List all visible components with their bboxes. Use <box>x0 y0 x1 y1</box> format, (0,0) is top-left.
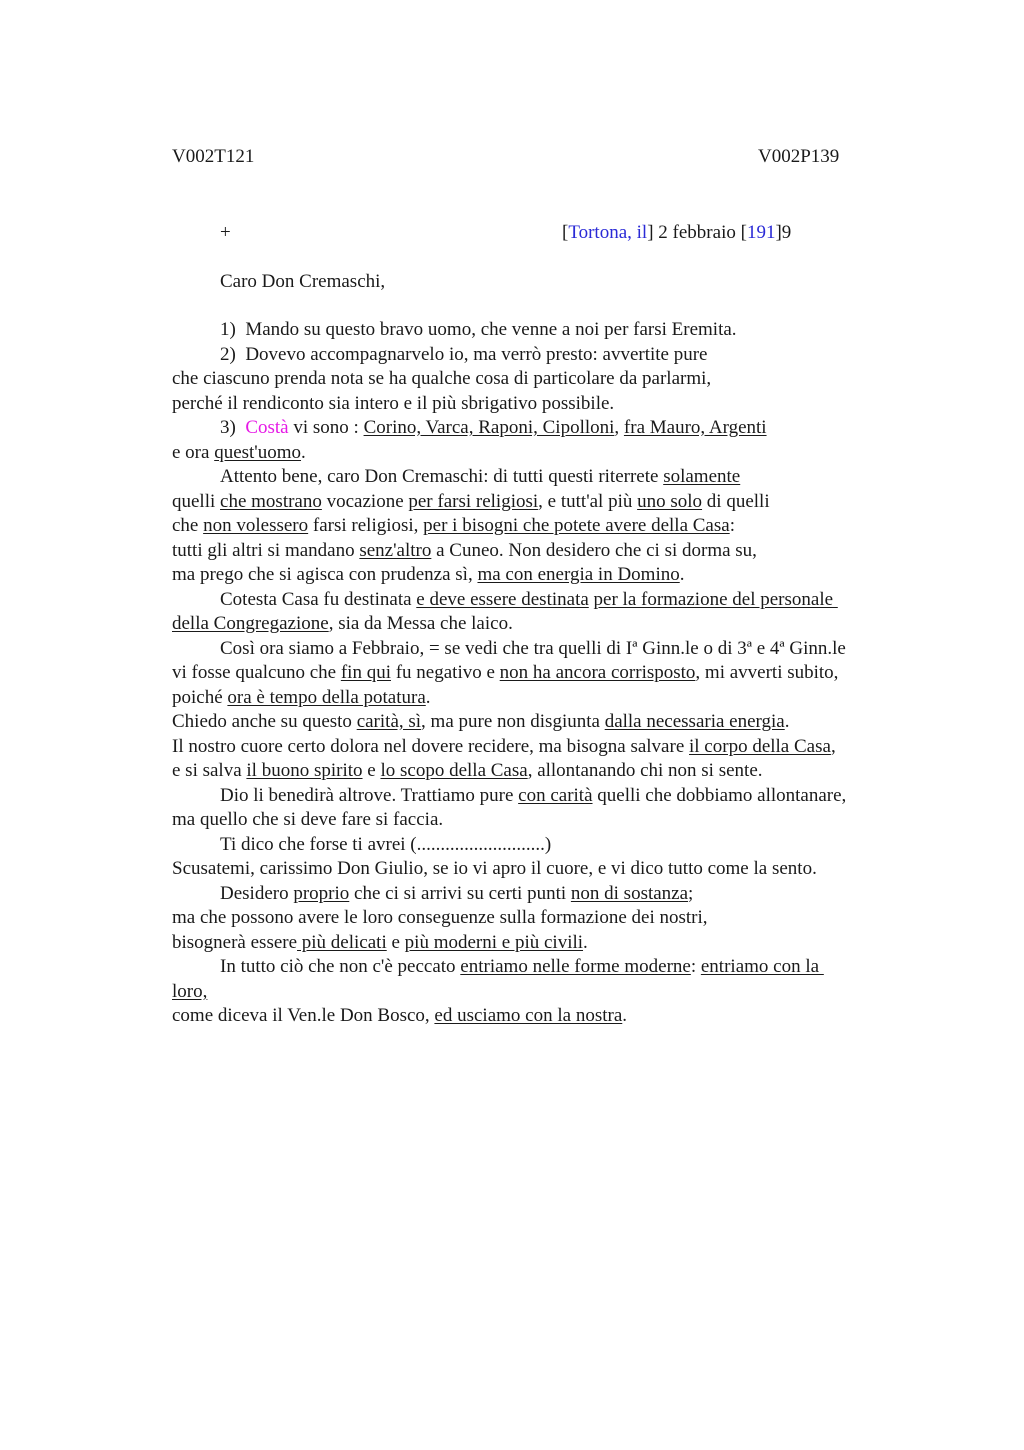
text-line: della Congregazione, sia da Messa che laico. <box>172 613 513 634</box>
text-line: Scusatemi, carissimo Don Giulio, se io vi apro il cuore, e vi dico tutto come la sento. <box>172 858 817 879</box>
underlined-text: ora è tempo della potatura <box>227 687 426 708</box>
underlined-text: fra Mauro, Argenti <box>623 417 767 438</box>
text-line <box>172 980 207 1004</box>
text-line: Attento bene, caro Don Cremaschi: di tutti questi riterrete solamente <box>220 466 741 487</box>
underlined-text: loro, <box>172 981 208 1002</box>
dateline-place: Tortona, il <box>568 222 648 243</box>
highlighted-word: Costà <box>245 417 289 438</box>
text-line: 1) Mando su questo bravo uomo, che venne a noi per farsi Eremita. <box>220 319 737 340</box>
text-line: come diceva il Ven.le Don Bosco, ed usciamo con la nostra. <box>172 1005 628 1026</box>
text-line: Desidero proprio che ci si arrivi su certi punti non di sostanza; <box>220 883 694 904</box>
text-line: perché il rendiconto sia intero e il più sbrigativo possibile. <box>172 393 615 414</box>
text-line: 2) Dovevo accompagnarvelo io, ma verrò presto: avvertite pure <box>220 344 708 365</box>
dateline-year: 191 <box>746 222 776 243</box>
underlined-text: ed usciamo con la nostra <box>434 1005 623 1026</box>
text-line: 3) Costà vi sono : Corino, Varca, Raponi, Cipolloni, fra Mauro, Argenti <box>220 417 767 438</box>
underlined-text: della Congregazione <box>172 613 329 634</box>
underlined-text: e deve essere destinata <box>416 589 589 610</box>
text-line: Il nostro cuore certo dolora nel dovere recidere, ma bisogna salvare il corpo della Casa, <box>172 736 836 757</box>
underlined-text: quest'uomo <box>214 442 302 463</box>
text-line: vi fosse qualcuno che fin qui fu negativo e non ha ancora corrisposto, mi avverti subito, <box>172 662 839 683</box>
text-line: e si salva il buono spirito e lo scopo della Casa, allontanando chi non si sente. <box>172 760 763 781</box>
underlined-text: Corino, Varca, Raponi, Cipolloni <box>363 417 615 438</box>
underlined-text: il corpo della Casa <box>689 736 831 757</box>
cross-mark: + <box>220 222 231 243</box>
text-line: che ciascuno prenda nota se ha qualche cosa di particolare da parlarmi, <box>172 368 712 389</box>
underlined-text: lo scopo della Casa <box>380 760 528 781</box>
text-line: In tutto ciò che non c'è peccato entriamo nelle forme moderne: entriamo con la <box>220 956 824 977</box>
text-line: ma quello che si deve fare si faccia. <box>172 809 444 830</box>
underlined-text: proprio <box>293 883 350 904</box>
underlined-text: non di sostanza <box>570 883 689 904</box>
text-line: tutti gli altri si mandano senz'altro a Cuneo. Non desidero che ci si dorma su, <box>172 540 757 561</box>
text-line: e ora quest'uomo. <box>172 442 306 463</box>
underlined-text: fin qui <box>340 662 391 683</box>
text-line: bisognerà essere più delicati e più moderni e più civili. <box>172 932 588 953</box>
document-code-right: V002P139 <box>758 146 840 167</box>
underlined-text: per i bisogni che potete avere della Casa <box>423 515 730 536</box>
underlined-text: uno solo <box>637 491 703 512</box>
underlined-text: per la formazione del personale <box>593 589 838 610</box>
salutation: Caro Don Cremaschi, <box>220 271 386 292</box>
text-line: poiché ora è tempo della potatura. <box>172 687 431 708</box>
text-line: che non volessero farsi religiosi, per i bisogni che potete avere della Casa: <box>172 515 735 536</box>
underlined-text: con carità <box>518 785 593 806</box>
underlined-text: entriamo con la <box>700 956 824 977</box>
underlined-text: che mostrano <box>220 491 322 512</box>
underlined-text: entriamo nelle forme moderne <box>460 956 691 977</box>
underlined-text: il buono spirito <box>246 760 363 781</box>
text-line: Così ora siamo a Febbraio, = se vedi che tra quelli di Iª Ginn.le o di 3ª e 4ª Ginn.le <box>220 638 846 659</box>
underlined-text: non volessero <box>203 515 309 536</box>
text-line: ma prego che si agisca con prudenza sì, ma con energia in Domino. <box>172 564 685 585</box>
text-line: Dio li benedirà altrove. Trattiamo pure con carità quelli che dobbiamo allontanare, <box>220 785 847 806</box>
text-line: Ti dico che forse ti avrei (...........................) <box>220 834 552 855</box>
text-line: ma che possono avere le loro conseguenze sulla formazione dei nostri, <box>172 907 708 928</box>
underlined-text: carità, sì <box>356 711 422 732</box>
underlined-text: ma con energia in Domino <box>477 564 680 585</box>
underlined-text: senz'altro <box>359 540 432 561</box>
underlined-text: per farsi religiosi <box>408 491 539 512</box>
underlined-text: solamente <box>663 466 741 487</box>
underlined-text: dalla necessaria energia <box>604 711 785 732</box>
underlined-text: non ha ancora corrisposto <box>499 662 696 683</box>
underlined-text: più delicati <box>297 932 387 953</box>
text-line: Cotesta Casa fu destinata e deve essere destinata per la formazione del personale <box>220 589 838 610</box>
dateline: [Tortona, il] 2 febbraio [191]9 <box>562 222 792 243</box>
text-line: quelli che mostrano vocazione per farsi religiosi, e tutt'al più uno solo di quelli <box>172 491 770 512</box>
document-code-left: V002T121 <box>172 146 255 167</box>
text-line: Chiedo anche su questo carità, sì, ma pure non disgiunta dalla necessaria energia. <box>172 711 790 732</box>
underlined-text: più moderni e più civili <box>404 932 584 953</box>
